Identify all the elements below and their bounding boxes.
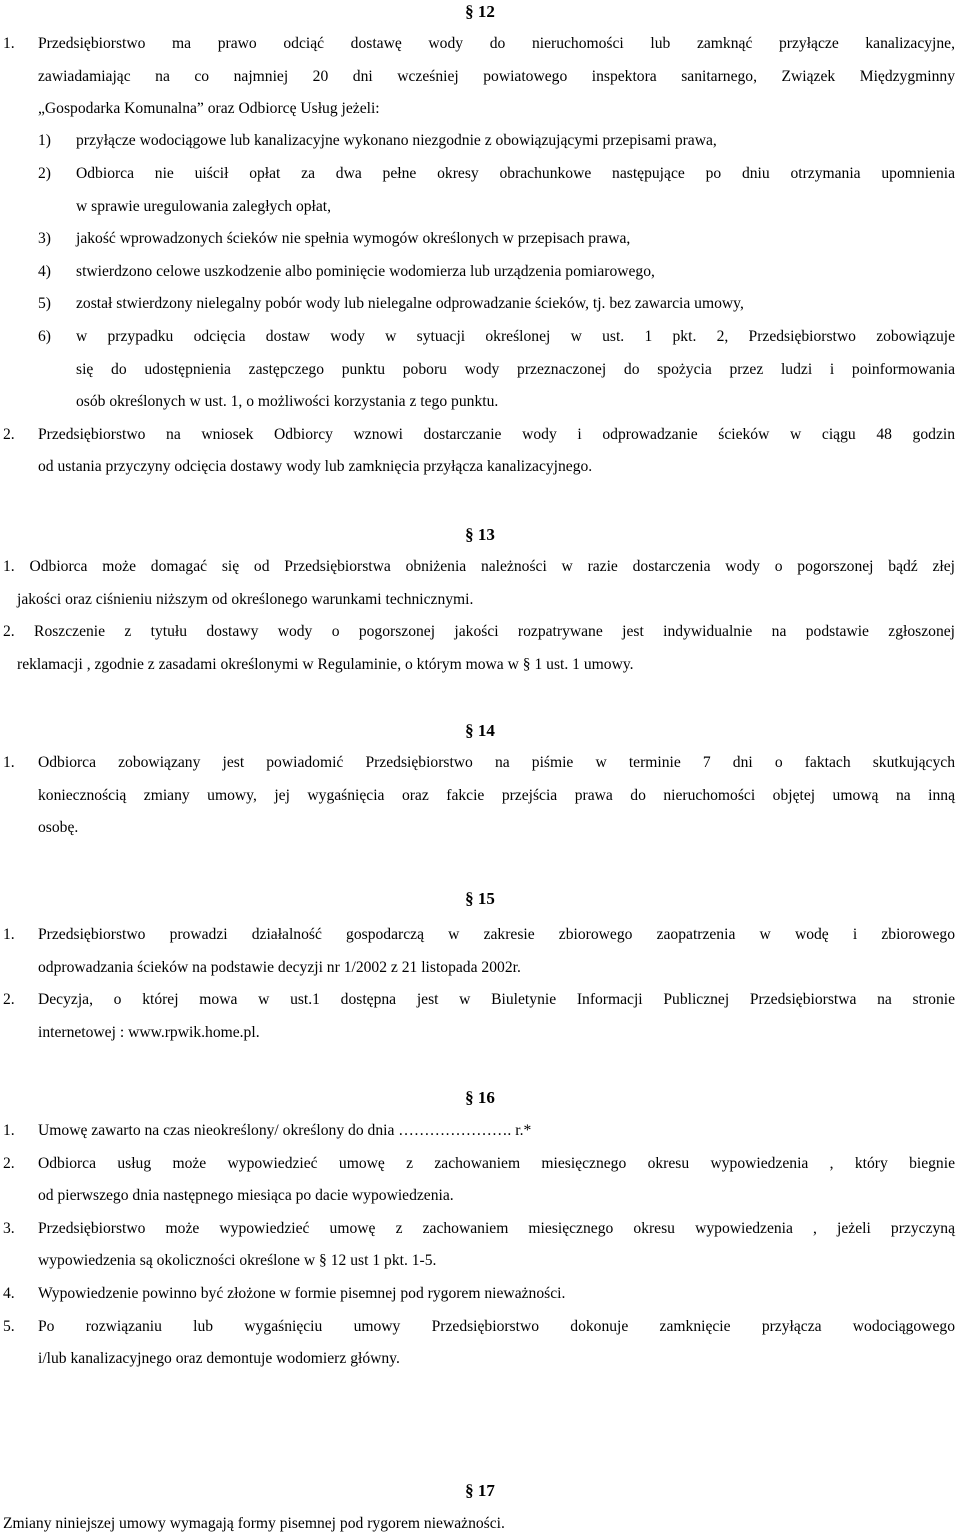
paragraph-line: 1. Odbiorca może domagać się od Przedsiębiorstwa obniżenia należności w razie dostarczenia wody o pogorszonej bądź złej bbox=[3, 558, 955, 575]
paragraph-line: wypowiedzenia są okoliczności określone w § 12 ust 1 pkt. 1-5. bbox=[38, 1252, 437, 1269]
paragraph-line: Odbiorca usług może wypowiedzieć umowę z zachowaniem miesięcznego okresu wypowiedzenia , który biegnie bbox=[38, 1155, 955, 1172]
section-16-heading: § 16 bbox=[465, 1088, 495, 1107]
list-item-number: 5) bbox=[38, 295, 51, 312]
list-item-number: 4) bbox=[38, 263, 51, 280]
paragraph-number: 2. bbox=[3, 1155, 15, 1172]
section-17-heading: § 17 bbox=[465, 1481, 495, 1500]
paragraph-number: 2. bbox=[3, 426, 15, 443]
list-item-number: 6) bbox=[38, 328, 51, 345]
list-item-number: 3) bbox=[38, 230, 51, 247]
section-13-heading: § 13 bbox=[465, 525, 495, 544]
paragraph-line: odprowadzania ścieków na podstawie decyzji nr 1/2002 z 21 listopada 2002r. bbox=[38, 959, 521, 976]
paragraph-number: 1. bbox=[3, 1122, 15, 1139]
paragraph-number: 2. bbox=[3, 991, 15, 1008]
paragraph-line: Przedsiębiorstwo ma prawo odciąć dostawę wody do nieruchomości lub zamknąć przyłącze kanalizacyjne, bbox=[38, 35, 955, 52]
paragraph-line: Przedsiębiorstwo prowadzi działalność gospodarczą w zakresie zbiorowego zaopatrzenia w wodę i zbiorowego bbox=[38, 926, 955, 943]
paragraph-line: Przedsiębiorstwo na wniosek Odbiorcy wznowi dostarczanie wody i odprowadzanie ścieków w ciągu 48 godzin bbox=[38, 426, 955, 443]
paragraph-line: Wypowiedzenie powinno być złożone w formie pisemnej pod rygorem nieważności. bbox=[38, 1285, 566, 1302]
paragraph-number: 1. bbox=[3, 35, 15, 52]
paragraph-line: reklamacji , zgodnie z zasadami określonymi w Regulaminie, o którym mowa w § 1 ust. 1 umowy. bbox=[17, 656, 634, 673]
list-item-line: się do udostępnienia zastępczego punktu poboru wody przeznaczonej do spożycia przez ludzi i poinformowania bbox=[76, 361, 955, 378]
paragraph-number: 4. bbox=[3, 1285, 15, 1302]
paragraph-line: jakości oraz ciśnieniu niższym od określonego warunkami technicznymi. bbox=[17, 591, 474, 608]
list-item-line: osób określonych w ust. 1, o możliwości korzystania z tego punktu. bbox=[76, 393, 499, 410]
paragraph-line: zawiadamiając na co najmniej 20 dni wcześniej powiatowego inspektora sanitarnego, Związek Międzygminny bbox=[38, 68, 955, 85]
paragraph-line: internetowej : www.rpwik.home.pl. bbox=[38, 1024, 260, 1041]
paragraph-number: 1. bbox=[3, 926, 15, 943]
paragraph-line: Przedsiębiorstwo może wypowiedzieć umowę z zachowaniem miesięcznego okresu wypowiedzenia , jeżeli przyczyną bbox=[38, 1220, 955, 1237]
paragraph-line: „Gospodarka Komunalna” oraz Odbiorcę Usług jeżeli: bbox=[38, 100, 380, 117]
paragraph-line: od pierwszego dnia następnego miesiąca po dacie wypowiedzenia. bbox=[38, 1187, 454, 1204]
list-item-line: został stwierdzony nielegalny pobór wody lub nielegalne odprowadzanie ścieków, tj. bez zawarcia umowy, bbox=[76, 295, 744, 312]
section-15-heading: § 15 bbox=[465, 889, 495, 908]
paragraph-number: 1. bbox=[3, 754, 15, 771]
paragraph-line: Decyzja, o której mowa w ust.1 dostępna jest w Biuletynie Informacji Publicznej Przedsiębiorstwa na stronie bbox=[38, 991, 955, 1008]
list-item-line: w sprawie uregulowania zaległych opłat, bbox=[76, 198, 332, 215]
paragraph-number: 5. bbox=[3, 1318, 15, 1335]
paragraph-line: osobę. bbox=[38, 819, 79, 836]
list-item-number: 2) bbox=[38, 165, 51, 182]
paragraph-line: koniecznością zmiany umowy, jej wygaśnięcia oraz fakcie przejścia prawa do nieruchomości objętej umową na inną bbox=[38, 787, 955, 804]
paragraph-number: 3. bbox=[3, 1220, 15, 1237]
paragraph-line: 2. Roszczenie z tytułu dostawy wody o pogorszonej jakości rozpatrywane jest indywidualnie na podstawie zgłoszonej bbox=[3, 623, 955, 640]
paragraph-line: i/lub kanalizacyjnego oraz demontuje wodomierz główny. bbox=[38, 1350, 400, 1367]
list-item-line: w przypadku odcięcia dostaw wody w sytuacji określonej w ust. 1 pkt. 2, Przedsiębiorstwo zobowiązuje bbox=[76, 328, 955, 345]
list-item-line: Odbiorca nie uiścił opłat za dwa pełne okresy obrachunkowe następujące po dniu otrzymania upomnienia bbox=[76, 165, 955, 182]
paragraph-line: Zmiany niniejszej umowy wymagają formy pisemnej pod rygorem nieważności. bbox=[3, 1515, 505, 1532]
section-14-heading: § 14 bbox=[465, 721, 495, 740]
paragraph-line: Odbiorca zobowiązany jest powiadomić Przedsiębiorstwo na piśmie w terminie 7 dni o faktach skutkujących bbox=[38, 754, 955, 771]
list-item-line: przyłącze wodociągowe lub kanalizacyjne wykonano niezgodnie z obowiązującymi przepisami prawa, bbox=[76, 132, 717, 149]
section-12-heading: § 12 bbox=[465, 2, 495, 21]
list-item-line: stwierdzono celowe uszkodzenie albo pominięcie wodomierza lub urządzenia pomiarowego, bbox=[76, 263, 655, 280]
list-item-line: jakość wprowadzonych ścieków nie spełnia wymogów określonych w przepisach prawa, bbox=[76, 230, 631, 247]
paragraph-line: Po rozwiązaniu lub wygaśnięciu umowy Przedsiębiorstwo dokonuje zamknięcie przyłącza wodociągowego bbox=[38, 1318, 955, 1335]
list-item-number: 1) bbox=[38, 132, 51, 149]
paragraph-line: Umowę zawarto na czas nieokreślony/ określony do dnia …………………. r.* bbox=[38, 1122, 532, 1139]
paragraph-line: od ustania przyczyny odcięcia dostawy wody lub zamknięcia przyłącza kanalizacyjnego. bbox=[38, 458, 593, 475]
